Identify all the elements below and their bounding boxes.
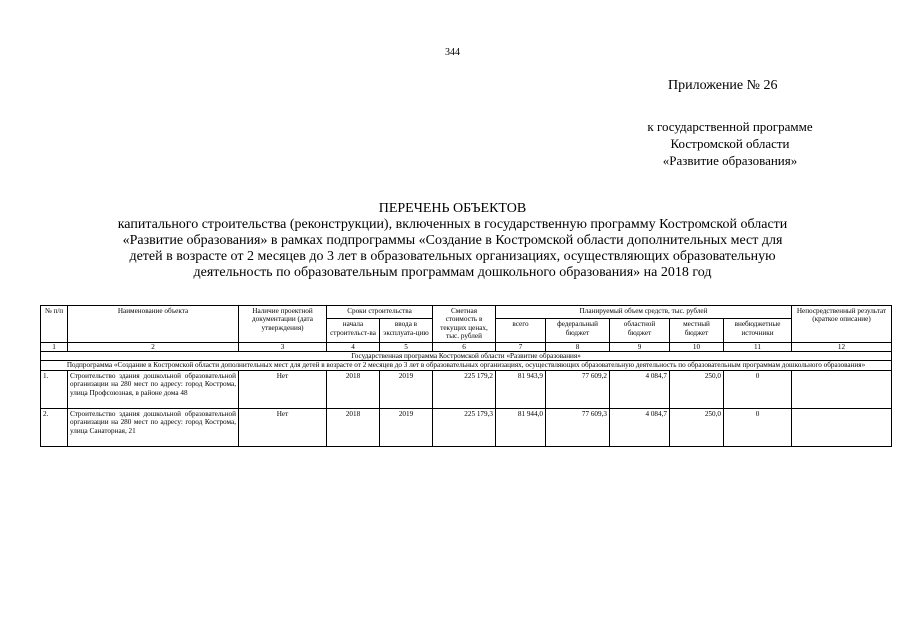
row-docs: Нет <box>239 370 327 408</box>
title-line: «Развитие образования» в рамках подпрограммы «Создание в Костромской области дополнительных мест для <box>122 233 783 248</box>
table-row <box>41 370 892 408</box>
row-extra: 0 <box>724 408 792 446</box>
column-number: 4 <box>327 342 380 351</box>
row-name: Строительство здания дошкольной образовательной организации на 280 мест по адресу: город Кострома, улица Санаторная, 21 <box>68 408 239 446</box>
page-number: 344 <box>445 47 460 58</box>
header-extra: внебюджетные источники <box>724 319 792 342</box>
row-start: 2018 <box>327 408 380 446</box>
title-line: детей в возрасте от 2 месяцев до 3 лет в образовательных организациях, осуществляющих образовательную <box>129 249 776 264</box>
column-number: 6 <box>433 342 496 351</box>
column-number: 9 <box>610 342 670 351</box>
row-start: 2018 <box>327 370 380 408</box>
row-local: 250,0 <box>670 408 724 446</box>
row-federal: 77 609,3 <box>546 408 610 446</box>
header-total: всего <box>496 319 546 342</box>
header-num: № п/п <box>41 306 68 343</box>
header-result: Непосредственный результат (краткое описание) <box>792 306 892 343</box>
program-band-row <box>41 352 892 361</box>
column-number: 8 <box>546 342 610 351</box>
title-line: деятельность по образовательным программам дошкольного образования» на 2018 год <box>193 265 712 280</box>
subprogram-band-row <box>41 361 892 370</box>
header-federal: федеральный бюджет <box>546 319 610 342</box>
header-row <box>41 306 892 319</box>
column-number: 2 <box>68 342 239 351</box>
row-cost: 225 179,3 <box>433 408 496 446</box>
row-docs: Нет <box>239 408 327 446</box>
row-extra: 0 <box>724 370 792 408</box>
objects-table <box>40 305 892 447</box>
header-terms: Сроки строительства <box>327 306 433 319</box>
row-end: 2019 <box>380 408 433 446</box>
program-band: Государственная программа Костромской области «Развитие образования» <box>41 352 892 361</box>
header-cost: Сметная стоимость в текущих ценах, тыс. рублей <box>433 306 496 343</box>
header-docs: Наличие проектной документации (дата утверждения) <box>239 306 327 343</box>
document-title <box>0 201 905 281</box>
row-regional: 4 084,7 <box>610 408 670 446</box>
header-term-start: начала строительст-ва <box>327 319 380 342</box>
appendix-title: Приложение № 26 <box>668 78 778 93</box>
column-number: 3 <box>239 342 327 351</box>
row-end: 2019 <box>380 370 433 408</box>
column-number: 11 <box>724 342 792 351</box>
row-num: 1. <box>41 370 68 408</box>
appendix-line: Костромской области <box>670 136 790 151</box>
column-number: 1 <box>41 342 68 351</box>
title-heading: ПЕРЕЧЕНЬ ОБЪЕКТОВ <box>378 201 527 216</box>
appendix-line: «Развитие образования» <box>662 153 798 168</box>
column-number: 10 <box>670 342 724 351</box>
row-num: 2. <box>41 408 68 446</box>
row-result <box>792 408 892 446</box>
column-numbers-row <box>41 342 892 351</box>
table-row <box>41 408 892 446</box>
appendix-subtitle <box>605 118 855 169</box>
row-total: 81 943,9 <box>496 370 546 408</box>
row-federal: 77 609,2 <box>546 370 610 408</box>
header-local: местный бюджет <box>670 319 724 342</box>
row-regional: 4 084,7 <box>610 370 670 408</box>
column-number: 12 <box>792 342 892 351</box>
header-planned: Планируемый объем средств, тыс. рублей <box>496 306 792 319</box>
header-regional: областной бюджет <box>610 319 670 342</box>
header-term-end: ввода в эксплуата-цию <box>380 319 433 342</box>
row-total: 81 944,0 <box>496 408 546 446</box>
header-name: Наименование объекта <box>68 306 239 343</box>
subprogram-band: Подпрограмма «Создание в Костромской области дополнительных мест для детей в возрасте от 2 месяцев до 3 лет в образовательных организациях, осуществляющих образовательную деятельность по образовательным программам дошкольного образования» <box>41 361 892 370</box>
row-cost: 225 179,2 <box>433 370 496 408</box>
row-name: Строительство здания дошкольной образовательной организации на 280 мест по адресу: город Кострома, улица Профсоюзная, в районе дома 48 <box>68 370 239 408</box>
column-number: 7 <box>496 342 546 351</box>
column-number: 5 <box>380 342 433 351</box>
title-line: капитального строительства (реконструкции), включенных в государственную программу Костромской области <box>117 217 788 232</box>
row-local: 250,0 <box>670 370 724 408</box>
appendix-line: к государственной программе <box>647 119 813 134</box>
row-result <box>792 370 892 408</box>
